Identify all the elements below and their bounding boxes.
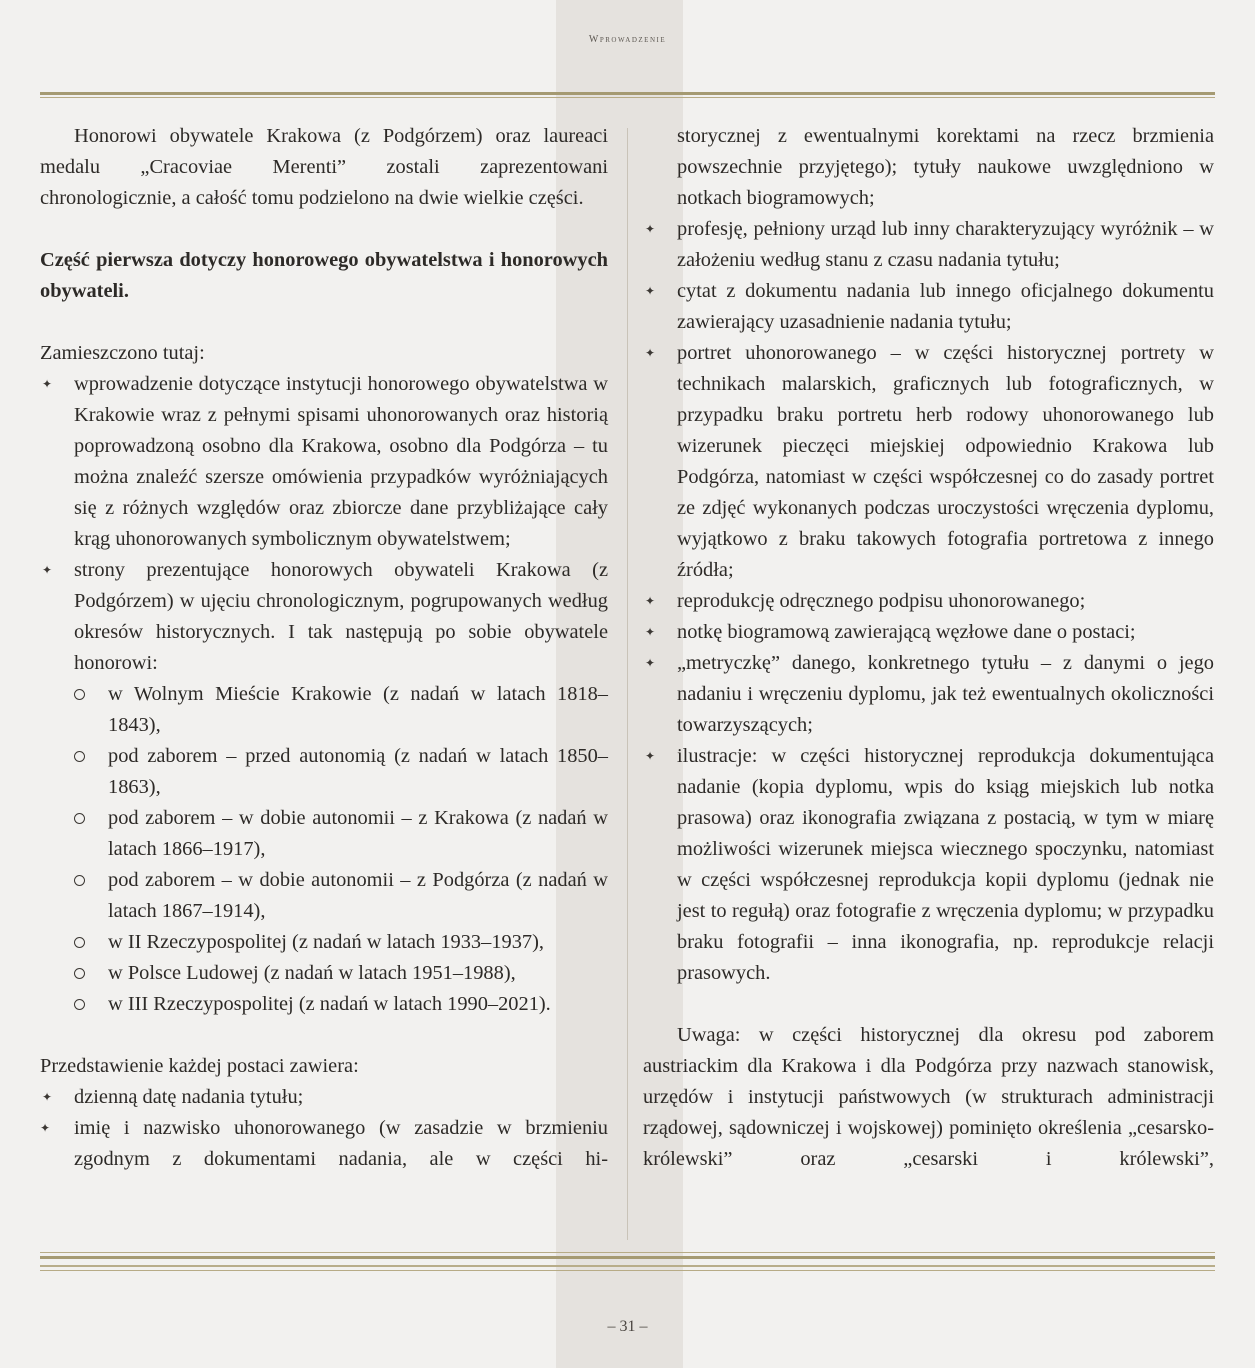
- included-list: [40, 369, 608, 1020]
- included-label: Zamieszczono tutaj:: [40, 342, 205, 364]
- diamond-bullet-icon: ✦: [41, 1090, 53, 1104]
- list-item: ✦ reprodukcję odręcznego podpisu uhonorowanego;: [643, 586, 1214, 617]
- period-item: pod zaborem – przed autonomią (z nadań w latach 1850–1863),: [74, 741, 608, 803]
- diamond-bullet-icon: ✦: [644, 346, 656, 360]
- list-item: ✦ dzienną datę nadania tytułu;: [40, 1082, 608, 1113]
- circle-bullet-icon: [74, 937, 85, 948]
- diamond-bullet-icon: ✦: [40, 1121, 51, 1135]
- diamond-bullet-icon: ✦: [644, 594, 656, 608]
- profile-label: Przedstawienie każdej postaci zawiera:: [40, 1055, 359, 1077]
- diamond-bullet-icon: ✦: [644, 625, 656, 639]
- diamond-bullet-icon: ✦: [644, 749, 656, 763]
- list-item: ✦ notkę biogramową zawierającą węzłowe dane o postaci;: [643, 617, 1214, 648]
- profile-list: [40, 1082, 608, 1175]
- part-one-heading: Część pierwsza dotyczy honorowego obywatelstwa i honorowych obywateli.: [40, 249, 608, 302]
- circle-bullet-icon: [74, 751, 85, 762]
- period-item: w Wolnym Mieście Krakowie (z nadań w latach 1818–1843),: [74, 679, 608, 741]
- top-ornamental-rule: [40, 92, 1215, 100]
- period-item: pod zaborem – w dobie autonomii – z Krakowa (z nadań w latach 1866–1917),: [74, 803, 608, 865]
- diamond-bullet-icon: ✦: [41, 377, 53, 391]
- list-item: ✦ strony prezentujące honorowych obywateli Krakowa (z Podgórzem) w ujęciu chronologicznym, pogrupowanych według okresów historycznych. I tak następują po sobie obywatele honorowi: w Wolnym Mieście Krakowie (z nadań w latach 1818–1843), pod zaborem – przed autonomią (z nadań w latach 1850–1863), pod zaborem – w dobie autonomii – z Krakowa (z nadań w latach 1866–1917), pod zaborem – w dobie autonomii – z Podgórza (z nadań w latach 1867–1914), w II Rzeczypospolitej (z nadań w latach 1933–1937), w Polsce Ludowej (z nadań w latach 1951–1988), w III Rzeczypospolitej (z nadań w latach 1990–2021).: [40, 555, 608, 1020]
- list-item: ✦ portret uhonorowanego – w części historycznej portrety w technikach malarskich, graficznych lub fotograficznych, w przypadku braku portretu herb rodowy uhonorowanego lub wizerunek pieczęci miejskiej odpowiednio Krakowa lub Podgórza, natomiast w części współczesnej co do zasady portret ze zdjęć wykonanych podczas uroczystości wręczenia dyplomu, wyjątkowo z braku takowych fotografia portretowa z innego źródła;: [643, 338, 1214, 586]
- period-item: w III Rzeczypospolitej (z nadań w latach 1990–2021).: [74, 989, 608, 1020]
- page-number: – 31 –: [607, 1318, 648, 1335]
- diamond-bullet-icon: ✦: [644, 656, 656, 670]
- period-item: w Polsce Ludowej (z nadań w latach 1951–1988),: [74, 958, 608, 989]
- diamond-bullet-icon: ✦: [41, 563, 53, 577]
- circle-bullet-icon: [74, 813, 85, 824]
- diamond-bullet-icon: ✦: [644, 222, 656, 236]
- list-item: ✦ wprowadzenie dotyczące instytucji honorowego obywatelstwa w Krakowie wraz z pełnymi spisami uhonorowanych oraz historią poprowadzoną osobno dla Krakowa, osobno dla Podgórza – tu można znaleźć szersze omówienia przypadków wyróżniających się z różnych względów oraz zbiorcze dane przybliżające cały krąg uhonorowanych symbolicznym obywatelstwem;: [40, 369, 608, 555]
- list-item-continuation: storycznej z ewentualnymi korektami na rzecz brzmienia powszechnie przyjętego); tytuły naukowe uwzględniono w notkach biogramowych;: [677, 125, 1214, 209]
- period-item: pod zaborem – w dobie autonomii – z Podgórza (z nadań w latach 1867–1914),: [74, 865, 608, 927]
- diamond-bullet-icon: ✦: [644, 284, 656, 298]
- list-item: ✦ profesję, pełniony urząd lub inny charakteryzujący wyróżnik – w założeniu według stanu z czasu nadania tytułu;: [643, 214, 1214, 276]
- note-paragraph: Uwaga: w części historycznej dla okresu pod zaborem austriackim dla Krakowa i dla Podgórza przy nazwach stanowisk, urzędów i instytucji państwowych (w strukturach administracji rządowej, sądowniczej i wojskowej) pominięto określenia „cesarsko-królewski” oraz „cesarski i królewski”,: [643, 1024, 1214, 1170]
- list-item: ✦ cytat z dokumentu nadania lub innego oficjalnego dokumentu zawierający uzasadnienie nadania tytułu;: [643, 276, 1214, 338]
- left-column: [40, 121, 608, 1175]
- profile-list-continued: [643, 121, 1214, 989]
- list-item: ✦ imię i nazwisko uhonorowanego (w zasadzie w brzmieniu zgodnym z dokumentami nadania, ale w części hi-: [40, 1113, 608, 1175]
- circle-bullet-icon: [74, 689, 85, 700]
- intro-paragraph: Honorowi obywatele Krakowa (z Podgórzem) oraz laureaci medalu „Cracoviae Merenti” zostali zaprezentowani chronologicznie, a całość tomu podzielono na dwie wielkie części.: [40, 125, 608, 209]
- circle-bullet-icon: [74, 968, 85, 979]
- right-column: [643, 121, 1214, 1175]
- circle-bullet-icon: [74, 875, 85, 886]
- circle-bullet-icon: [74, 999, 85, 1010]
- list-item: ✦ ilustracje: w części historycznej reprodukcja dokumentująca nadanie (kopia dyplomu, wpis do ksiąg miejskich lub notka prasowa) oraz ikonografia związana z postacią, w tym w miarę możliwości wizerunek miejsca wiecznego spoczynku, natomiast w części współczesnej reprodukcja kopii dyplomu (jednak nie jest to regułą) oraz fotografie z wręczenia dyplomu; w przypadku braku fotografii – inna ikonografia, np. reprodukcje relacji prasowych.: [643, 741, 1214, 989]
- period-item: w II Rzeczypospolitej (z nadań w latach 1933–1937),: [74, 927, 608, 958]
- periods-list: [74, 679, 608, 1020]
- column-divider: [627, 128, 628, 1240]
- running-head: Wprowadzenie: [588, 34, 667, 45]
- list-item: ✦ „metryczkę” danego, konkretnego tytułu – z danymi o jego nadaniu i wręczeniu dyplomu, jak też ewentualnych okoliczności towarzyszących;: [643, 648, 1214, 741]
- bottom-ornamental-rule: [40, 1252, 1215, 1274]
